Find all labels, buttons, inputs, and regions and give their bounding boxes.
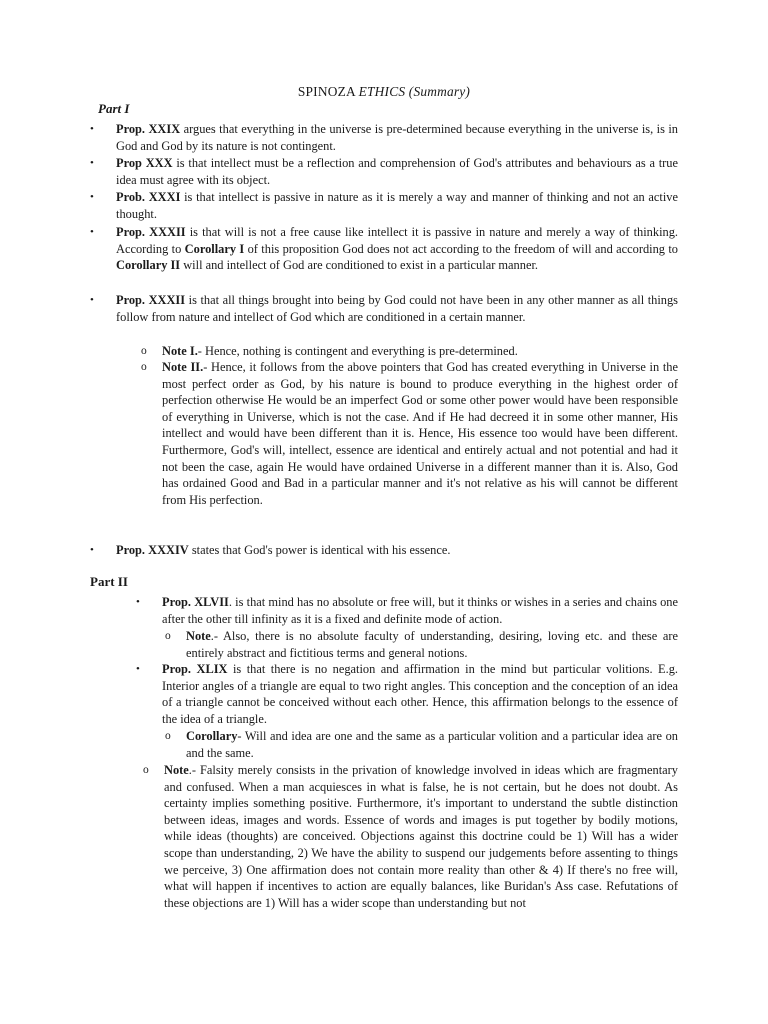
sub-list-item xyxy=(165,728,678,761)
item-text: states that God's power is identical with his essence. xyxy=(188,543,451,557)
note-label: Note xyxy=(164,763,189,777)
prop-label: Prop. XXIX xyxy=(116,122,181,136)
corollary-label: Corollary I xyxy=(184,241,245,256)
item-text: is that will is not a free cause like intellect it is passive in nature and merely a way of thinking. According to xyxy=(116,225,678,256)
sub-list-item xyxy=(143,762,678,911)
sub-bullet: o xyxy=(165,630,171,642)
bullet: • xyxy=(90,226,94,238)
title-italic: ETHICS (Summary) xyxy=(358,84,471,99)
list-item xyxy=(90,542,678,559)
part-heading: Part I xyxy=(98,101,130,116)
note-label: Note I. xyxy=(162,344,198,358)
bullet: • xyxy=(90,294,94,306)
prop-label: Prop. XLIX xyxy=(162,662,228,676)
item-text: is that intellect is passive in nature as it is merely a way and manner of thinking and not an active thought. xyxy=(116,190,678,221)
prop-label: Prop. XXXII xyxy=(116,293,186,307)
list-item xyxy=(90,224,678,274)
prop-label: Prop. XXXII xyxy=(116,225,186,239)
list-item xyxy=(136,594,679,627)
note-text: - Hence, nothing is contingent and everything is pre-determined. xyxy=(197,344,518,358)
bullet: • xyxy=(90,157,94,169)
corollary-text: - Will and idea are one and the same as a particular volition and a particular idea are on and the same. xyxy=(186,729,678,760)
title-prefix: SPINOZA xyxy=(297,84,359,99)
item-text: . is that mind has no absolute or free will, but it thinks or wishes in a series and chains one after the other till infinity as it is a fixed and definite mode of action. xyxy=(162,595,679,626)
corollary-label: Corollary II xyxy=(116,258,181,273)
prop-label: Prop. XLVII xyxy=(162,595,229,609)
sub-bullet: o xyxy=(143,764,149,776)
item-text: argues that everything in the universe is pre-determined because everything in the universe is, is in God and God by its nature is not contingent. xyxy=(116,122,678,153)
list-item xyxy=(90,189,678,222)
bullet: • xyxy=(90,191,94,203)
list-item xyxy=(90,292,678,325)
bullet: • xyxy=(90,544,94,556)
part-heading: Part II xyxy=(90,574,128,589)
list-item xyxy=(136,661,678,727)
prop-label: Prob. XXXI xyxy=(116,190,181,204)
sub-list-item xyxy=(141,359,678,508)
bullet: • xyxy=(90,123,94,135)
sub-bullet: o xyxy=(141,345,147,357)
item-text: is that there is no negation and affirmation in the mind but particular volitions. E.g. Interior angles of a triangle are equal to two right angles. This conception and the conception of an idea of a triangle cannot be conceived without each other. Hence, this affirmation belongs to the essence of the idea of a triangle. xyxy=(162,662,678,726)
corollary-label: Corollary xyxy=(186,729,238,743)
note-label: Note xyxy=(186,629,211,643)
note-text: .- Also, there is no absolute faculty of understanding, desiring, loving etc. and these are entirely abstract and fictitious terms and general notions. xyxy=(186,629,678,660)
bullet: • xyxy=(136,663,140,675)
item-text: will and intellect of God are conditioned to exist in a particular manner. xyxy=(180,258,538,273)
sub-list-item xyxy=(165,628,678,661)
sub-bullet: o xyxy=(141,361,147,373)
bullet: • xyxy=(136,596,140,608)
list-item xyxy=(90,155,678,188)
item-text: is that intellect must be a reflection and comprehension of God's attributes and behaviours as a true idea must agree with its object. xyxy=(116,156,678,187)
note-text: - Hence, it follows from the above pointers that God has created everything in Universe in the most perfect order as God, by his nature is bound to produce everything in the highest order of perfection otherwise He would be an imperfect God or some other power would have been responsible of everything in Universe, which is not the case. And if He had decreed it in some other manner, His intellect and would have been different than it is. Hence, His essence too would have been different. Furthermore, God's will, intellect, essence are identical and entirely actual and not potential and had it not been the case, again He would have ordained Universe in a different manner than it is. Also, God has ordained Good and Bad in a particular manner and it's not relative as his will cannot be different from His perfection. xyxy=(162,360,678,507)
item-text: of this proposition God does not act according to the freedom of will and according to xyxy=(244,241,678,256)
note-text: .- Falsity merely consists in the privation of knowledge involved in ideas which are fragmentary and confused. When a man acquiesces in what is false, he is not certain, but he does not doubt. As certainty implies something positive. Furthermore, it's important to understand the subtle distinction between ideas, images and words. Essence of words and images is put together by bodily motions, while ideas (thoughts) are conceived. Objections against this doctrine could be 1) Will has a wider scope than understanding, 2) We have the ability to suspend our judgements before assenting to things we perceive, 3) One affirmation does not contain more reality than other & 4) If there's no free will, what will happen if incentives to action are equally balances, like Buridan's Ass case. Refutations of these objections are 1) Will has a wider scope than understanding but not xyxy=(164,763,678,910)
sub-list-item xyxy=(141,343,678,360)
prop-label: Prop. XXXIV xyxy=(116,543,189,557)
page-title xyxy=(0,84,768,101)
note-label: Note II. xyxy=(162,360,204,374)
sub-bullet: o xyxy=(165,730,171,742)
prop-label: Prop XXX xyxy=(116,156,173,170)
list-item xyxy=(90,121,678,154)
item-text: is that all things brought into being by God could not have been in any other manner as all things follow from nature and intellect of God which are conditioned in a certain manner. xyxy=(116,293,678,324)
